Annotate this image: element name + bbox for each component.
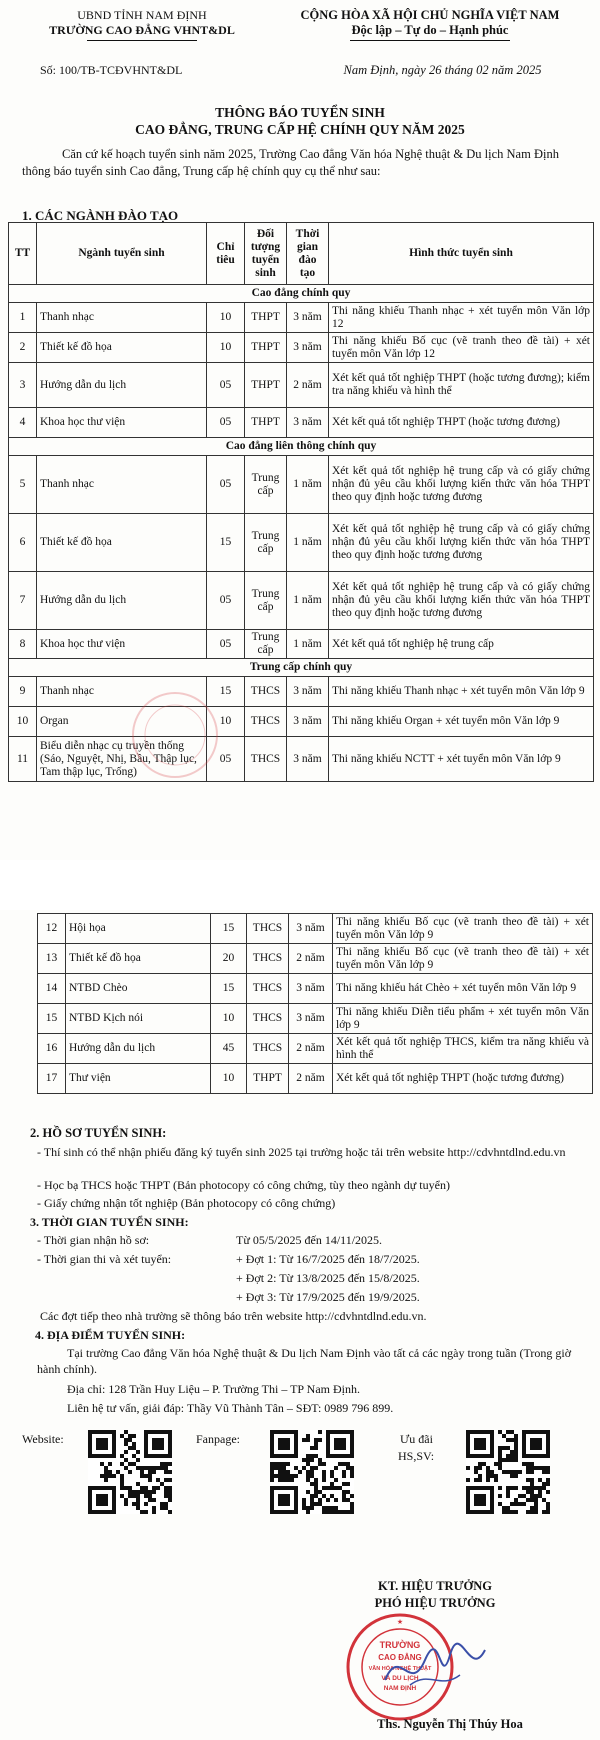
- cell-doituong: THCS: [247, 914, 289, 944]
- faint-seal-watermark: [130, 690, 220, 780]
- section-4-address: Địa chỉ: 128 Trần Huy Liệu – P. Trường Thi – TP Nam Định.: [67, 1382, 360, 1396]
- group-label: Trung cấp chính quy: [9, 659, 594, 677]
- table-row: [9, 630, 594, 659]
- org-underline: [87, 40, 197, 41]
- cell-chitieu: 10: [207, 303, 245, 333]
- section-2-item: - Học bạ THCS hoặc THPT (Bản photocopy có công chứng, tùy theo ngành dự tuyển): [37, 1178, 450, 1192]
- cell-chitieu: 15: [207, 677, 245, 707]
- cell-doituong: THPT: [245, 363, 287, 408]
- cell-hinhthuc: Thi năng khiếu Thanh nhạc + xét tuyển môn Văn lớp 9: [329, 677, 594, 707]
- cell-hinhthuc: Xét kết quả tốt nghiệp hệ trung cấp và có giấy chứng nhận đủ yêu cầu khối lượng kiến thức văn hóa THPT theo quy định hoặc tương đương: [329, 514, 594, 572]
- cell-chitieu: 05: [207, 630, 245, 659]
- cell-hinhthuc: Xét kết quả tốt nghiệp THPT (hoặc tương đương): [329, 408, 594, 438]
- cell-doituong: THCS: [247, 974, 289, 1004]
- exam-label: - Thời gian thi và xét tuyển:: [37, 1252, 172, 1266]
- qr-label-uudai: Ưu đãi: [400, 1432, 433, 1446]
- cell-hinhthuc: Xét kết quả tốt nghiệp THCS, kiểm tra năng khiếu và hình thể: [333, 1034, 593, 1064]
- cell-tt: 1: [9, 303, 37, 333]
- title-line2: CAO ĐẲNG, TRUNG CẤP HỆ CHÍNH QUY NĂM 2025: [135, 122, 465, 137]
- cell-doituong: THCS: [247, 944, 289, 974]
- table-row: [9, 456, 594, 514]
- cell-chitieu: 45: [211, 1034, 247, 1064]
- nation-title: CỘNG HÒA XÃ HỘI CHỦ NGHĨA VIỆT NAM: [300, 8, 560, 22]
- motto-underline: [350, 40, 510, 41]
- cell-nganh: Thanh nhạc: [37, 456, 207, 514]
- cell-thoigian: 3 năm: [287, 677, 329, 707]
- cell-chitieu: 20: [211, 944, 247, 974]
- cell-thoigian: 1 năm: [287, 456, 329, 514]
- group-label: Cao đẳng chính quy: [9, 285, 594, 303]
- cell-doituong: Trung cấp: [245, 572, 287, 630]
- col-header-tt: TT: [9, 223, 37, 285]
- qr-label-website: Website:: [22, 1432, 64, 1446]
- table-row: [9, 572, 594, 630]
- section-4-place: Tại trường Cao đẳng Văn hóa Nghệ thuật & Du lịch Nam Định vào tất cả các ngày trong tuần (Trong giờ hành chính).: [37, 1346, 572, 1376]
- cell-nganh: Hướng dẫn du lịch: [37, 363, 207, 408]
- sign-title1: KT. HIỆU TRƯỞNG: [377, 1579, 493, 1593]
- cell-thoigian: 3 năm: [287, 737, 329, 782]
- table-row: [9, 737, 594, 782]
- cell-chitieu: 10: [207, 707, 245, 737]
- svg-text:★: ★: [396, 1619, 404, 1626]
- cell-nganh: Thư viện: [66, 1064, 211, 1094]
- table-row: [9, 707, 594, 737]
- cell-thoigian: 3 năm: [289, 914, 333, 944]
- cell-hinhthuc: Thi năng khiếu Diễn tiểu phẩm + xét tuyển môn Văn lớp 9: [333, 1004, 593, 1034]
- cell-chitieu: 15: [211, 974, 247, 1004]
- cell-nganh: Khoa học thư viện: [37, 408, 207, 438]
- cell-thoigian: 2 năm: [289, 1064, 333, 1094]
- doc-title: [0, 104, 600, 138]
- group-row: [9, 659, 594, 677]
- table-row: [9, 408, 594, 438]
- cell-chitieu: 10: [207, 333, 245, 363]
- cell-doituong: THPT: [247, 1064, 289, 1094]
- table-row: [9, 363, 594, 408]
- cell-tt: 6: [9, 514, 37, 572]
- section-2-item: - Giấy chứng nhận tốt nghiệp (Bản photocopy có công chứng): [37, 1196, 336, 1210]
- cell-chitieu: 05: [207, 456, 245, 514]
- cell-nganh: Hướng dẫn du lịch: [66, 1034, 211, 1064]
- group-row: [9, 285, 594, 303]
- cell-tt: 3: [9, 363, 37, 408]
- cell-nganh: Thiết kế đồ họa: [37, 333, 207, 363]
- cell-hinhthuc: Thi năng khiếu Thanh nhạc + xét tuyển môn Văn lớp 12: [329, 303, 594, 333]
- cell-thoigian: 3 năm: [289, 1004, 333, 1034]
- cell-tt: 17: [38, 1064, 66, 1094]
- cell-tt: 5: [9, 456, 37, 514]
- table-header-row: [9, 223, 594, 285]
- table-row: [9, 303, 594, 333]
- qr-label-hssv: HS,SV:: [398, 1449, 435, 1463]
- table-row: [9, 333, 594, 363]
- cell-chitieu: 05: [207, 408, 245, 438]
- group-row: [9, 438, 594, 456]
- cell-nganh: Thiết kế đồ họa: [66, 944, 211, 974]
- rows-block: [38, 914, 593, 1094]
- programs-table-continued: [37, 913, 593, 1094]
- cell-tt: 7: [9, 572, 37, 630]
- section-2-heading: 2. HỒ SƠ TUYỂN SINH:: [30, 1126, 167, 1140]
- table-row: [38, 914, 593, 944]
- cell-thoigian: 3 năm: [287, 303, 329, 333]
- cell-hinhthuc: Xét kết quả tốt nghiệp THPT (hoặc tương đương): [333, 1064, 593, 1094]
- cell-tt: 14: [38, 974, 66, 1004]
- page-gap: [0, 860, 600, 910]
- cell-chitieu: 10: [211, 1064, 247, 1094]
- cell-chitieu: 05: [207, 737, 245, 782]
- table-row: [38, 974, 593, 1004]
- table-row: [38, 1034, 593, 1064]
- cell-doituong: THCS: [245, 737, 287, 782]
- col-header-doituong: Đối tượng tuyển sinh: [245, 223, 287, 285]
- cell-doituong: THCS: [245, 677, 287, 707]
- cell-nganh: NTBD Kịch nói: [66, 1004, 211, 1034]
- qr-label-fanpage: Fanpage:: [196, 1432, 240, 1446]
- website-qr-code[interactable]: [88, 1430, 172, 1514]
- cell-doituong: THPT: [245, 333, 287, 363]
- sign-title2: PHÓ HIỆU TRƯỞNG: [374, 1596, 496, 1610]
- cell-doituong: Trung cấp: [245, 456, 287, 514]
- cell-thoigian: 3 năm: [287, 333, 329, 363]
- cell-chitieu: 15: [207, 514, 245, 572]
- receive-value: Từ 05/5/2025 đến 14/11/2025.: [236, 1233, 383, 1247]
- signature-scribble: [380, 1640, 490, 1700]
- cell-tt: 13: [38, 944, 66, 974]
- cell-hinhthuc: Thi năng khiếu Organ + xét tuyển môn Văn lớp 9: [329, 707, 594, 737]
- cell-hinhthuc: Thi năng khiếu Bố cục (vẽ tranh theo đề tài) + xét tuyển môn Văn lớp 12: [329, 333, 594, 363]
- cell-tt: 11: [9, 737, 37, 782]
- cell-thoigian: 1 năm: [287, 514, 329, 572]
- cell-chitieu: 15: [211, 914, 247, 944]
- seal-text: CAO ĐẲNG: [378, 1653, 422, 1662]
- section-3-heading: 3. THỜI GIAN TUYỂN SINH:: [30, 1215, 189, 1229]
- cell-tt: 16: [38, 1034, 66, 1064]
- section-4-heading: 4. ĐỊA ĐIỂM TUYỂN SINH:: [35, 1328, 186, 1342]
- intro-paragraph: Căn cứ kế hoạch tuyển sinh năm 2025, Trường Cao đẳng Văn hóa Nghệ thuật & Du lịch Nam Định thông báo tuyển sinh Cao đẳng, Trung cấp hệ chính quy cụ thể như sau:: [22, 147, 559, 178]
- cell-nganh: Organ: [37, 707, 207, 737]
- programs-table: [8, 222, 594, 782]
- col-header-nganh: Ngành tuyển sinh: [37, 223, 207, 285]
- seal-text: TRƯỜNG: [379, 1640, 421, 1650]
- cell-nganh: Thanh nhạc: [37, 677, 207, 707]
- org-header: [22, 8, 262, 41]
- org-line2: TRƯỜNG CAO ĐẲNG VHNT&DL: [49, 23, 235, 37]
- col-header-chitieu: Chỉ tiêu: [207, 223, 245, 285]
- cell-tt: 4: [9, 408, 37, 438]
- nation-motto: Độc lập – Tự do – Hạnh phúc: [351, 23, 509, 37]
- cell-tt: 8: [9, 630, 37, 659]
- nation-header: [270, 8, 590, 41]
- col-header-thoigian: Thời gian đào tạo: [287, 223, 329, 285]
- offer-qr-code[interactable]: [466, 1430, 550, 1514]
- cell-thoigian: 2 năm: [289, 1034, 333, 1064]
- cell-doituong: THCS: [245, 707, 287, 737]
- cell-hinhthuc: Xét kết quả tốt nghiệp hệ trung cấp và có giấy chứng nhận đủ yêu cầu khối lượng kiến thức văn hóa THPT theo quy định hoặc tương đương: [329, 572, 594, 630]
- cell-nganh: Thiết kế đồ họa: [37, 514, 207, 572]
- cell-hinhthuc: Thi năng khiếu Bố cục (vẽ tranh theo đề tài) + xét tuyển môn Văn lớp 9: [333, 944, 593, 974]
- exam-round: + Đợt 2: Từ 13/8/2025 đến 15/8/2025.: [236, 1271, 420, 1285]
- seal-text: VĂN HÓA NGHỆ THUẬT: [368, 1666, 432, 1672]
- rows-block: [9, 303, 594, 438]
- col-header-hinhthuc: Hình thức tuyển sinh: [329, 223, 594, 285]
- cell-chitieu: 05: [207, 363, 245, 408]
- seal-text: VÀ DU LỊCH: [381, 1675, 419, 1682]
- cell-hinhthuc: Thi năng khiếu NCTT + xét tuyển môn Văn lớp 9: [329, 737, 594, 782]
- signer-name: Ths. Nguyễn Thị Thúy Hoa: [377, 1717, 523, 1731]
- cell-chitieu: 05: [207, 572, 245, 630]
- section-1-heading: 1. CÁC NGÀNH ĐÀO TẠO: [22, 208, 179, 223]
- cell-doituong: THCS: [247, 1004, 289, 1034]
- fanpage-qr-code[interactable]: [270, 1430, 354, 1514]
- rows-block: [9, 456, 594, 659]
- rows-block: [9, 677, 594, 782]
- cell-tt: 9: [9, 677, 37, 707]
- cell-nganh: Hội họa: [66, 914, 211, 944]
- cell-tt: 10: [9, 707, 37, 737]
- org-line1: UBND TỈNH NAM ĐỊNH: [77, 8, 207, 22]
- cell-hinhthuc: Xét kết quả tốt nghiệp hệ trung cấp và có giấy chứng nhận đủ yêu cầu khối lượng kiến thức văn hóa THPT theo quy định hoặc tương đương: [329, 456, 594, 514]
- cell-chitieu: 10: [211, 1004, 247, 1034]
- group-label: Cao đẳng liên thông chính quy: [9, 438, 594, 456]
- doc-date: Nam Định, ngày 26 tháng 02 năm 2025: [343, 63, 542, 77]
- cell-thoigian: 1 năm: [287, 630, 329, 659]
- section-2-item: - Thí sinh có thể nhận phiếu đăng ký tuyển sinh 2025 tại trường hoặc tải trên website http://cdvhntdlnd.edu.vn: [37, 1145, 566, 1159]
- table-row: [38, 1064, 593, 1094]
- cell-thoigian: 2 năm: [289, 944, 333, 974]
- cell-doituong: Trung cấp: [245, 514, 287, 572]
- table-row: [38, 944, 593, 974]
- cell-thoigian: 3 năm: [287, 408, 329, 438]
- cell-nganh: Hướng dẫn du lịch: [37, 572, 207, 630]
- cell-nganh: Thanh nhạc: [37, 303, 207, 333]
- cell-nganh: NTBD Chèo: [66, 974, 211, 1004]
- cell-tt: 15: [38, 1004, 66, 1034]
- cell-hinhthuc: Thi năng khiếu hát Chèo + xét tuyển môn Văn lớp 9: [333, 974, 593, 1004]
- table-row: [38, 1004, 593, 1034]
- cell-tt: 2: [9, 333, 37, 363]
- cell-thoigian: 2 năm: [287, 363, 329, 408]
- section-3-note: Các đợt tiếp theo nhà trường sẽ thông báo trên website http://cdvhntdlnd.edu.vn.: [40, 1309, 427, 1323]
- doc-number: Số: 100/TB-TCĐVHNT&DL: [40, 63, 183, 77]
- cell-thoigian: 1 năm: [287, 572, 329, 630]
- section-4-contact: Liên hệ tư vấn, giải đáp: Thầy Vũ Thành Tân – SĐT: 0989 796 899.: [67, 1401, 394, 1415]
- signature-block: [330, 1578, 540, 1612]
- title-line1: THÔNG BÁO TUYỂN SINH: [215, 105, 385, 120]
- cell-doituong: THPT: [245, 303, 287, 333]
- cell-tt: 12: [38, 914, 66, 944]
- cell-thoigian: 3 năm: [287, 707, 329, 737]
- exam-round: + Đợt 3: Từ 17/9/2025 đến 19/9/2025.: [236, 1290, 420, 1304]
- cell-hinhthuc: Thi năng khiếu Bố cục (vẽ tranh theo đề tài) + xét tuyển môn Văn lớp 9: [333, 914, 593, 944]
- exam-round: + Đợt 1: Từ 16/7/2025 đến 18/7/2025.: [236, 1252, 420, 1266]
- cell-nganh: Khoa học thư viện: [37, 630, 207, 659]
- cell-nganh: Biểu diễn nhạc cụ truyền thống (Sáo, Nguyệt, Nhị, Bầu, Thập lục, Tam thập lục, Trống): [37, 737, 207, 782]
- cell-doituong: THCS: [247, 1034, 289, 1064]
- cell-doituong: THPT: [245, 408, 287, 438]
- seal-text: NAM ĐỊNH: [383, 1685, 417, 1692]
- cell-thoigian: 3 năm: [289, 974, 333, 1004]
- table-row: [9, 677, 594, 707]
- receive-label: - Thời gian nhận hồ sơ:: [37, 1233, 150, 1247]
- cell-hinhthuc: Xét kết quả tốt nghiệp THPT (hoặc tương đương); kiểm tra năng khiếu và hình thể: [329, 363, 594, 408]
- cell-doituong: Trung cấp: [245, 630, 287, 659]
- table-row: [9, 514, 594, 572]
- cell-hinhthuc: Xét kết quả tốt nghiệp hệ trung cấp: [329, 630, 594, 659]
